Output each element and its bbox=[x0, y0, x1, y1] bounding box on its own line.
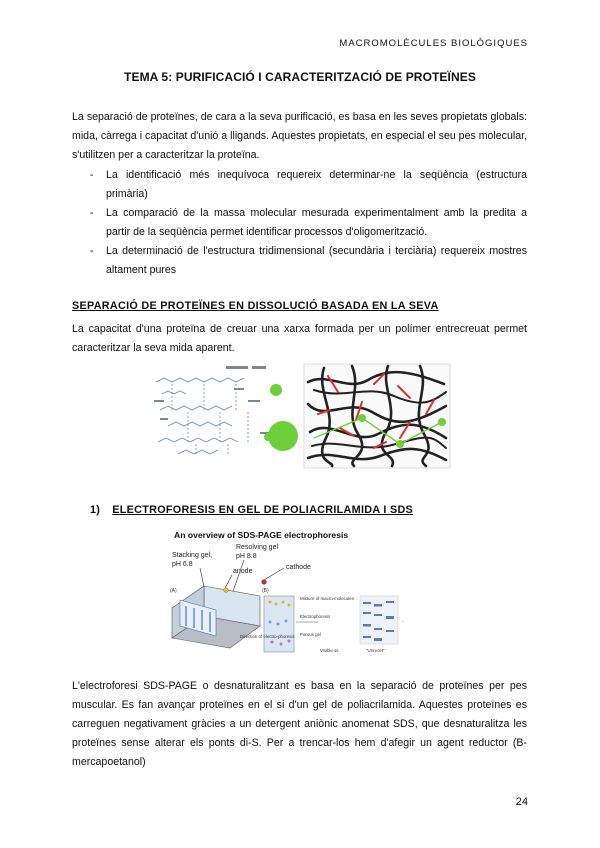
subsection-number: 1) bbox=[90, 504, 101, 516]
electrophoresis-label: Electrophoresis bbox=[300, 614, 331, 619]
page-title: TEMA 5: PURIFICACIÓ I CARACTERITZACIÓ DE PROTEÏNES bbox=[124, 70, 476, 84]
figure-title: An overview of SDS-PAGE electrophoresis bbox=[174, 530, 349, 540]
bullet-text: La determinació de l'estructura tridimensional (secundària i terciària) requereix mostres altament pures bbox=[106, 245, 527, 276]
highlight-decoration bbox=[295, 422, 299, 426]
section-paragraph: La capacitat d'una proteïna de creuar una xarxa formada per un polímer entrecreuat permet caracteritzar la seva mida aparent. bbox=[72, 323, 527, 354]
sds-page-paragraph: L'electroforesi SDS-PAGE o desnaturalitzant es basa en la separació de proteïnes per pes muscular. Es fan avançar proteïnes en el si d'un gel de poliacrilamida. Aquestes proteïnes es carreguen negativament gràcies a un detergent aniònic anomenat SDS, que desnaturalitza les proteïnes sense alterar els ponts di-S. Per a trencar-los hem d'afegir un agent reductor (B-mercapoetanol) bbox=[72, 680, 527, 768]
resolving-gel-label: Resolving gel bbox=[236, 544, 279, 551]
subsection-title: ELECTROFORESIS EN GEL DE POLIACRILAMIDA I SDS bbox=[112, 504, 414, 516]
bullet-text: La comparació de la massa molecular mesurada experimentalment amb la predita a partir de la seqüència permet identificar processos d'oligomerització. bbox=[106, 207, 527, 238]
anode-label: anode bbox=[233, 568, 253, 575]
intro-paragraph: La separació de proteïnes, de cara a la seva purificació, es basa en les seves propietats globals: mida, càrrega i capacitat d'unió a lligands. Aquestes propietats, en especial el seu pes molecular, s'utilitzen per a caracteritzar la proteïna. bbox=[72, 111, 527, 161]
bullet-marker: - bbox=[90, 169, 94, 181]
list-item bbox=[90, 166, 527, 204]
bottom-label-left: Visible ss bbox=[320, 648, 339, 653]
bullet-marker: - bbox=[90, 207, 94, 219]
list-item bbox=[90, 204, 527, 242]
bottom-label: "Unrecer" bbox=[366, 648, 385, 653]
mixture-label: Mixture of macro-molecules bbox=[300, 596, 354, 601]
large-protein-icon bbox=[268, 421, 298, 451]
cathode-label: cathode bbox=[286, 564, 311, 571]
bullet-list bbox=[90, 166, 527, 280]
direction-label: Direction of electro-phoresis bbox=[240, 634, 295, 639]
marker-label: ← bbox=[401, 618, 405, 623]
sds-page-figure bbox=[160, 526, 412, 654]
polyacrylamide-figure bbox=[148, 362, 452, 472]
running-header: MACROMOLÈCULES BIOLÒGIQUES bbox=[339, 38, 528, 49]
bullet-marker: - bbox=[90, 245, 94, 257]
stacking-gel-label: Stacking gel, bbox=[172, 552, 213, 559]
bullet-text: La identificació més inequívoca requereix determinar-ne la seqüència (estructura primària) bbox=[106, 169, 527, 200]
subsection-heading bbox=[90, 504, 413, 516]
porous-gel-label: Porous gel bbox=[300, 632, 321, 637]
panel-a-label: (A) bbox=[170, 588, 177, 594]
stacking-gel-ph: pH 6.8 bbox=[172, 561, 193, 568]
gel-network-diagram bbox=[304, 364, 450, 468]
page-number: 24 bbox=[515, 796, 528, 808]
section-heading: SEPARACIÓ DE PROTEÏNES EN DISSOLUCIÓ BASADA EN LA SEVA bbox=[72, 300, 439, 312]
protein-small-icon bbox=[270, 384, 282, 396]
resolving-gel-ph: pH 8.8 bbox=[236, 553, 257, 560]
panel-b-label: (B) bbox=[262, 588, 269, 594]
list-item bbox=[90, 242, 527, 280]
